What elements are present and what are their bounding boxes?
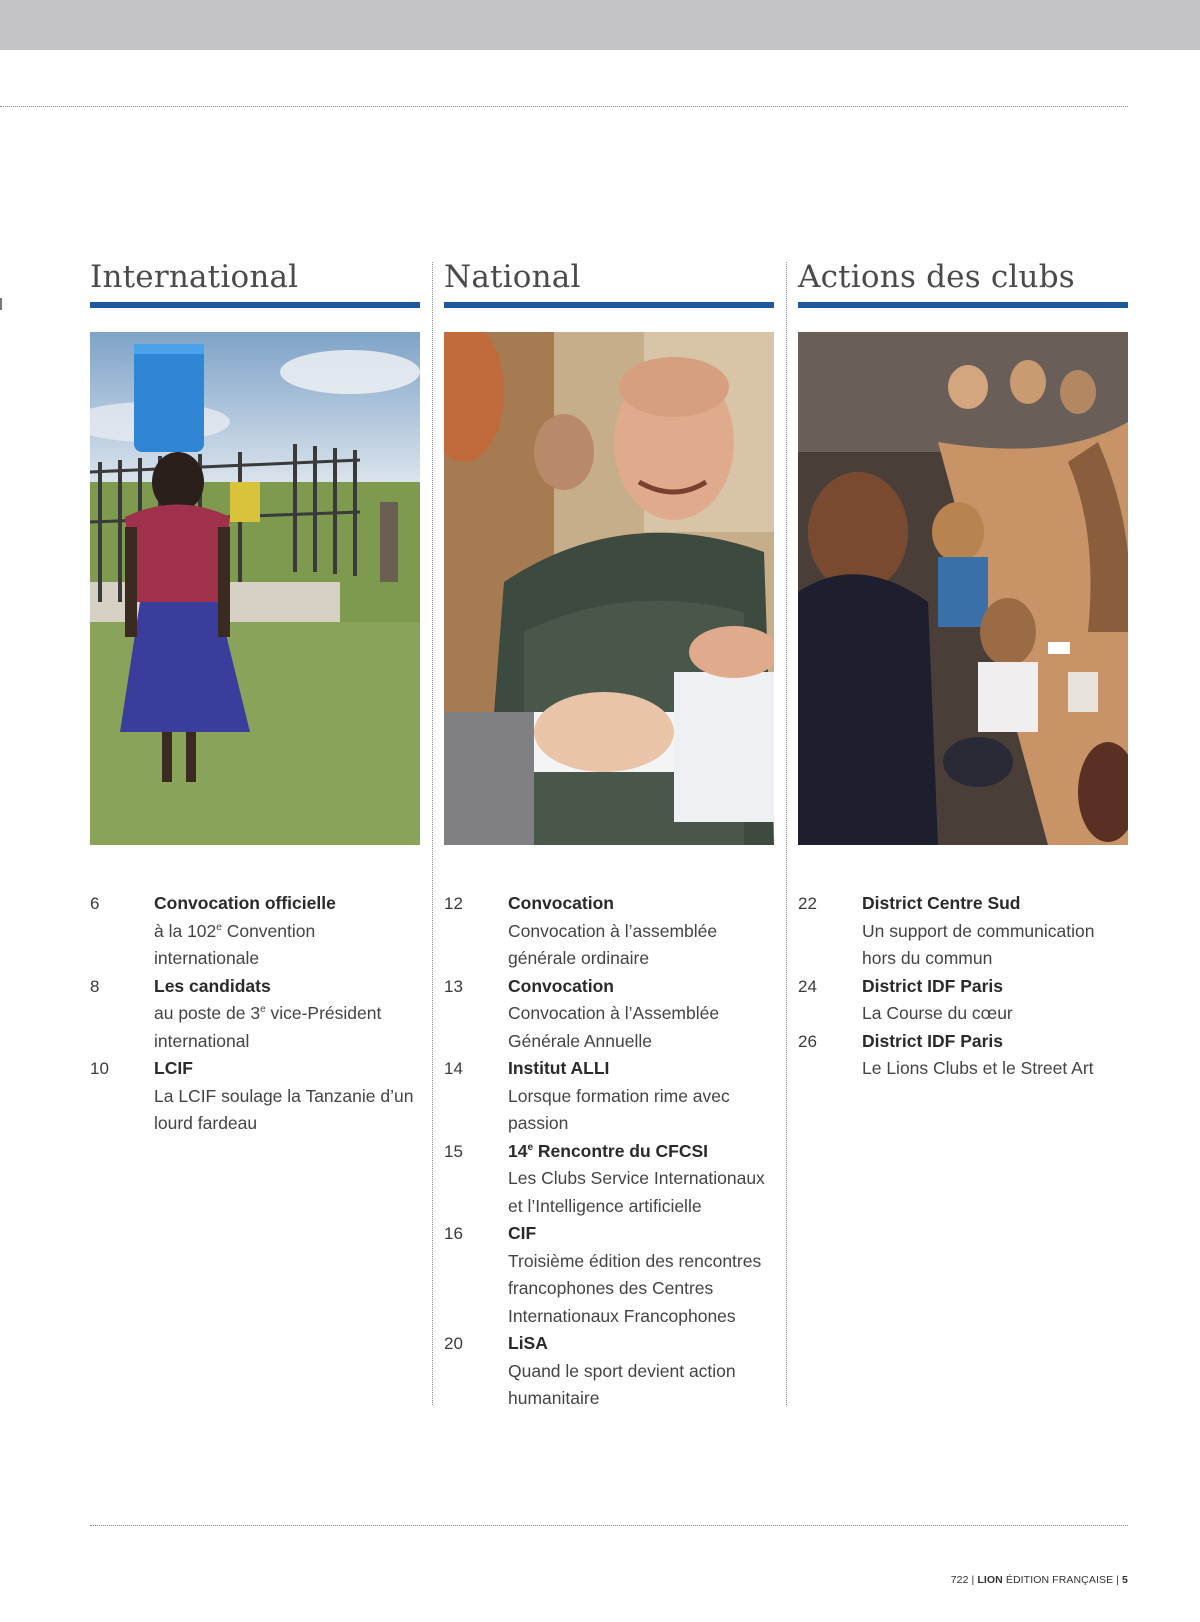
edge-mark: [0, 298, 2, 310]
entry-text: [862, 1028, 1128, 1083]
top-band: [0, 0, 1200, 50]
entry-description: [508, 918, 774, 973]
entry-title: [508, 1138, 774, 1166]
entry-text: [154, 973, 420, 1056]
section-heading: Actions des clubs: [798, 259, 1075, 295]
toc-entry[interactable]: [444, 1220, 774, 1330]
text-part: Convocation à l’Assemblée Générale Annuelle: [508, 1003, 720, 1051]
entry-text: [862, 890, 1128, 973]
column-actions-des-clubs: [798, 256, 1128, 1083]
edition-label: ÉDITION FRANÇAISE |: [1002, 1574, 1123, 1586]
column-separator: [432, 262, 433, 1405]
column-national: [444, 256, 774, 1413]
entry-description: [154, 918, 420, 973]
entry-text: [154, 890, 420, 973]
superscript: e: [260, 1004, 266, 1016]
text-part: Le Lions Clubs et le Street Art: [862, 1058, 1094, 1078]
text-part: au poste de 3: [154, 1003, 261, 1023]
toc-list: [444, 890, 774, 1413]
photo-international: [90, 332, 420, 845]
page-footer: [951, 1574, 1128, 1586]
text-part: Convention internationale: [154, 920, 316, 968]
entry-description: [508, 1000, 774, 1055]
entry-title: LCIF: [154, 1058, 193, 1078]
entry-description: [508, 1083, 774, 1138]
page-number: 26: [798, 1031, 817, 1051]
photo-national: [444, 332, 774, 845]
section-heading: National: [444, 259, 581, 295]
entry-title: Les candidats: [154, 975, 271, 996]
entry-description: [154, 1083, 420, 1138]
text-part: Convocation à l’assemblée générale ordinaire: [508, 920, 718, 968]
text-part: Un support de communication hors du commun: [862, 920, 1095, 968]
entry-text: [508, 1138, 774, 1221]
toc-entry[interactable]: [444, 1138, 774, 1221]
photo-actions-des-clubs: [798, 332, 1128, 845]
toc-entry[interactable]: [90, 890, 420, 973]
superscript: e: [216, 921, 222, 933]
text-part: Troisième édition des rencontres francophones des Centres Internationaux Francophones: [508, 1250, 762, 1326]
entry-text: [508, 1220, 774, 1330]
page-number: 12: [444, 894, 463, 913]
toc-entry[interactable]: [444, 890, 774, 973]
entry-title: Convocation: [508, 975, 614, 996]
toc-entry[interactable]: [798, 1028, 1128, 1083]
issue-number: 722 |: [950, 1574, 978, 1586]
entry-description: [862, 1055, 1128, 1083]
top-divider: [0, 106, 1128, 107]
heading-underline: [798, 302, 1128, 308]
entry-description: [508, 1248, 774, 1331]
page-number: 20: [444, 1334, 463, 1353]
entry-text: [154, 1055, 420, 1138]
page-number: 10: [90, 1059, 109, 1078]
toc-entry[interactable]: [444, 973, 774, 1056]
entry-description: [508, 1358, 774, 1413]
toc-list: [90, 890, 420, 1138]
entry-text: [862, 973, 1128, 1028]
page-number: 24: [798, 976, 817, 996]
page-number: 22: [798, 894, 817, 913]
text-part: Les Clubs Service Internationaux et l’Intelligence artificielle: [508, 1168, 765, 1216]
text-part: La LCIF soulage la Tanzanie d’un lourd fardeau: [154, 1085, 414, 1133]
brand-name: LION: [977, 1574, 1003, 1586]
entry-title: District IDF Paris: [862, 975, 1004, 996]
column-international: [90, 256, 420, 1138]
page-number: 5: [1122, 1574, 1128, 1586]
toc-entry[interactable]: [798, 973, 1128, 1028]
text-part: Lorsque formation rime avec passion: [508, 1085, 730, 1133]
entry-title: District Centre Sud: [862, 893, 1021, 913]
text-part: vice-Président international: [154, 1003, 382, 1051]
entry-title: District IDF Paris: [862, 1030, 1004, 1051]
bottom-divider: [90, 1525, 1128, 1526]
page-number: 6: [90, 894, 100, 913]
entry-description: [154, 1000, 420, 1055]
entry-title: LiSA: [508, 1333, 548, 1353]
text-part: La Course du cœur: [862, 1003, 1013, 1023]
entry-description: [508, 1165, 774, 1220]
text-part: 14: [508, 1140, 528, 1161]
toc-entry[interactable]: [444, 1330, 774, 1413]
entry-title: Institut ALLI: [508, 1058, 610, 1078]
section-heading: International: [90, 259, 299, 295]
entry-title: Convocation: [508, 893, 614, 913]
text-part: à la 102: [154, 920, 217, 941]
entry-title: CIF: [508, 1223, 537, 1243]
toc-entry[interactable]: [90, 973, 420, 1056]
page-number: 14: [444, 1059, 463, 1078]
entry-description: [862, 918, 1128, 973]
toc-entry[interactable]: [444, 1055, 774, 1138]
column-separator: [786, 262, 787, 1405]
toc-entry[interactable]: [90, 1055, 420, 1138]
text-part: Rencontre du CFCSI: [533, 1140, 709, 1161]
toc-list: [798, 890, 1128, 1083]
entry-text: [508, 1330, 774, 1413]
toc-entry[interactable]: [798, 890, 1128, 973]
page-number: 8: [90, 976, 100, 996]
page-number: 13: [444, 976, 463, 996]
superscript: e: [527, 1141, 534, 1153]
page-number: 15: [444, 1141, 463, 1161]
entry-description: [862, 1000, 1128, 1028]
heading-underline: [90, 302, 420, 308]
heading-underline: [444, 302, 774, 308]
entry-text: [508, 890, 774, 973]
text-part: Quand le sport devient action humanitaire: [508, 1360, 736, 1408]
page-number: 16: [444, 1224, 463, 1243]
entry-title: Convocation officielle: [154, 893, 336, 913]
entry-text: [508, 973, 774, 1056]
entry-text: [508, 1055, 774, 1138]
